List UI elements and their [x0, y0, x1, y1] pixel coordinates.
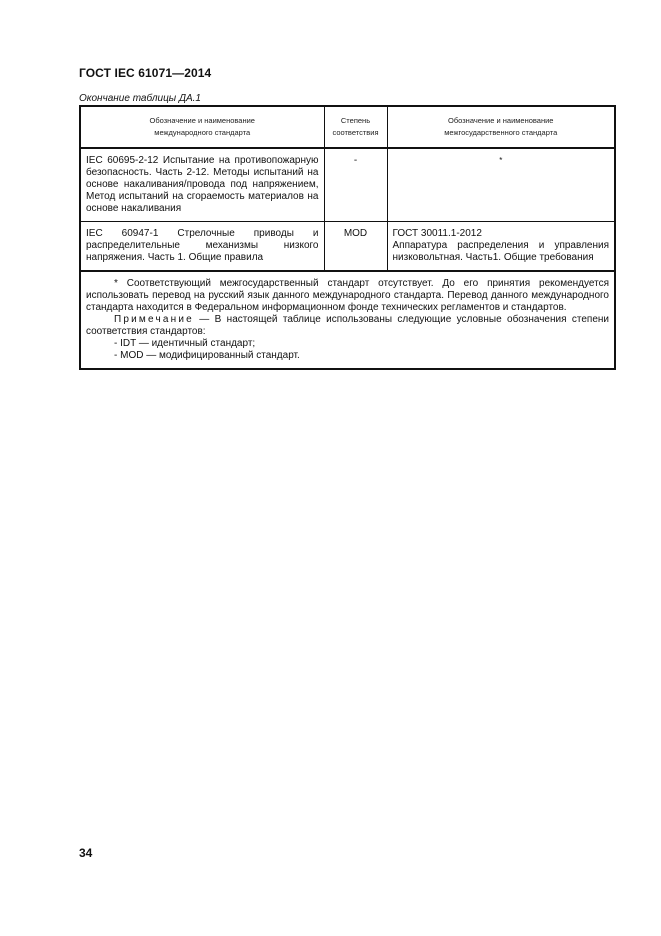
row2-interstate-cell: ГОСТ 30011.1-2012 Аппаратура распределения и управления низковольтная. Часть1. Общие требования	[387, 221, 615, 271]
row2-international-cell: IEC 60947-1 Стрелочные приводы и распределительные механизмы низкого напряжения. Часть 1. Общие правила	[80, 221, 324, 271]
table-caption: Окончание таблицы ДА.1	[79, 93, 201, 104]
note-text: — В настоящей таблице использованы следующие условные обозначения степени соответствия стандартов:	[86, 313, 609, 337]
note-list-item: - MOD — модифицированный стандарт.	[114, 349, 300, 361]
table-row	[80, 221, 615, 271]
table-header-row	[80, 106, 615, 148]
row2-degree-cell: MOD	[324, 221, 387, 271]
column-header-international: Обозначение и наименование международного стандарта	[80, 106, 324, 148]
document-code-header: ГОСТ IEC 61071—2014	[79, 66, 212, 80]
table-note	[86, 314, 609, 338]
row1-international-cell: IEC 60695-2-12 Испытание на противопожарную безопасность. Часть 2-12. Методы испытаний на основе накаливания/провода под напряжением, Метод испытаний на сгораемость материалов на основе накаливания	[80, 148, 324, 221]
row1-interstate-cell: *	[387, 148, 615, 221]
table-footnote-row	[80, 271, 615, 369]
asterisk-footnote: * Соответствующий межгосударственный стандарт отсутствует. До его принятия рекомендуется использовать перевод на русский язык данного международного стандарта. Перевод данного международного стандарта находится в Федеральном информационном фонде технических регламентов и стандартов.	[86, 277, 609, 313]
footnote-cell	[80, 271, 615, 369]
note-list-item: - IDT — идентичный стандарт;	[114, 337, 256, 349]
correspondence-table	[79, 105, 616, 370]
row1-degree-cell: -	[324, 148, 387, 221]
note-label: Примечание	[114, 313, 194, 325]
page-number: 34	[79, 846, 93, 860]
footnote-block	[81, 272, 614, 368]
column-header-degree: Степень соответствия	[324, 106, 387, 148]
table-row	[80, 148, 615, 221]
column-header-interstate: Обозначение и наименование межгосударственного стандарта	[387, 106, 615, 148]
